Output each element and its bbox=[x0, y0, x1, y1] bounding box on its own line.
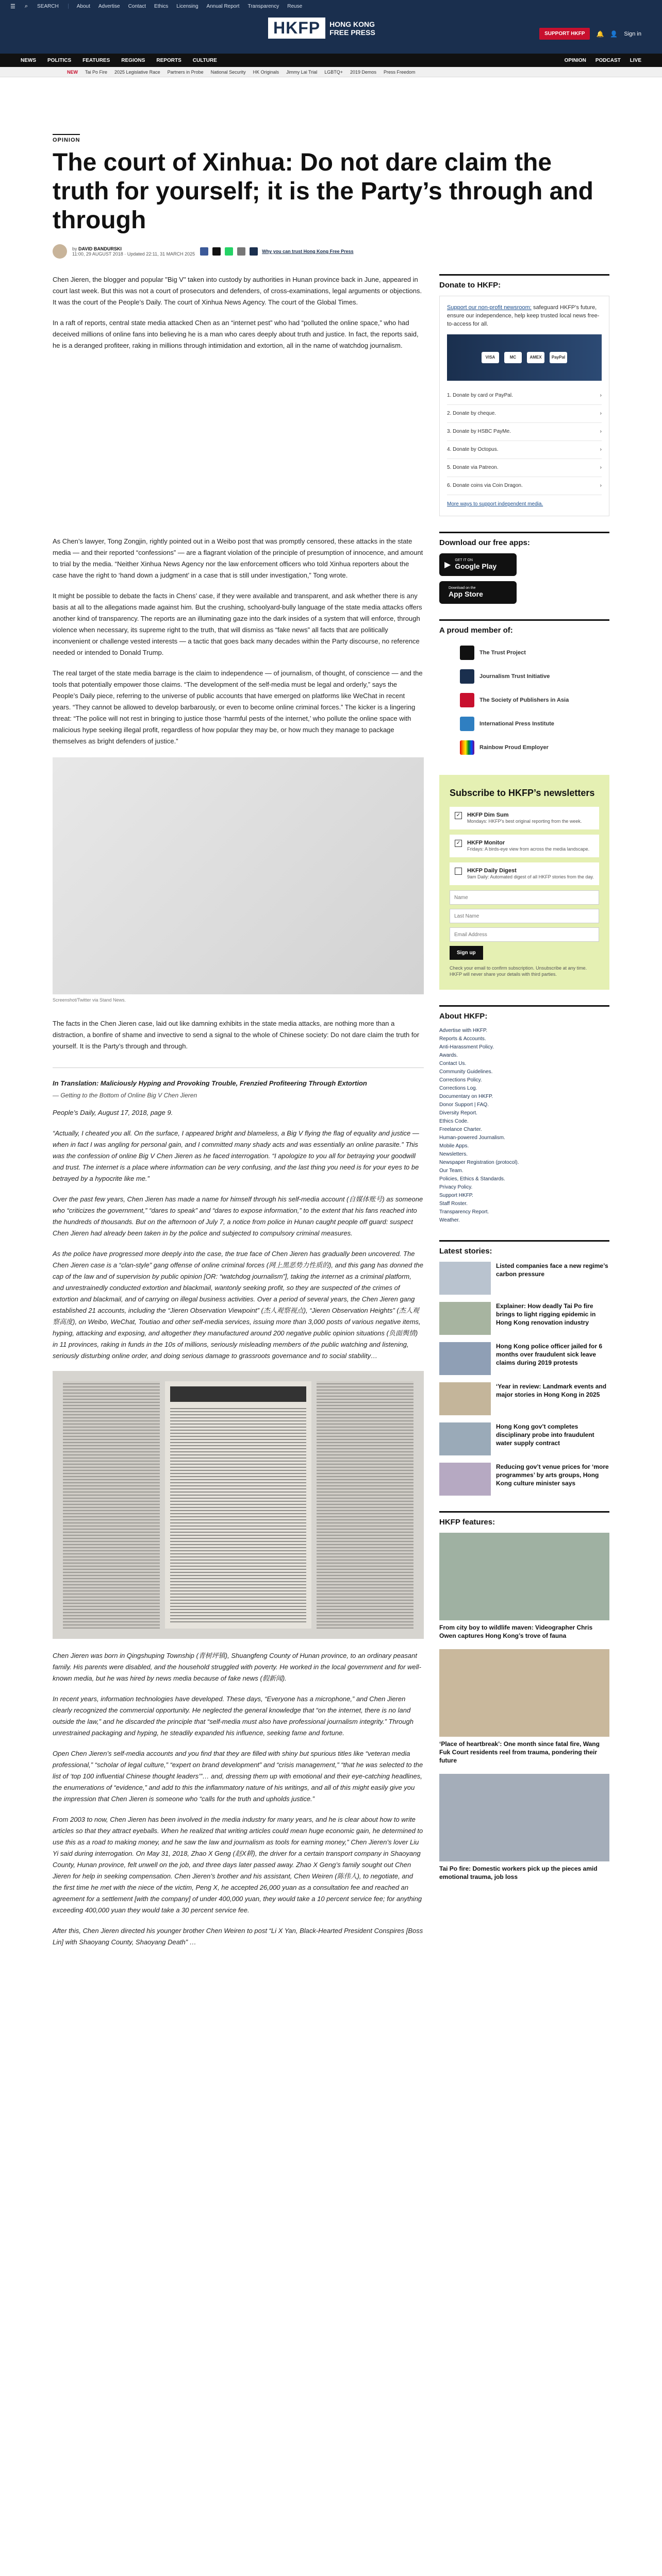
story-thumbnail[interactable] bbox=[439, 1463, 491, 1496]
about-link[interactable]: Support HKFP. bbox=[439, 1193, 473, 1198]
donate-option[interactable] bbox=[447, 405, 602, 423]
feature-title[interactable]: From city boy to wildlife maven: Videographer Chris Owen captures Hong Kong’s trove of fauna bbox=[439, 1624, 593, 1639]
translation-title: In Translation: Maliciously Hyping and Provoking Trouble, Frenzied Profiteering Through Extortion bbox=[53, 1079, 367, 1087]
feature-image[interactable] bbox=[439, 1649, 609, 1737]
checkbox-icon[interactable] bbox=[455, 868, 462, 875]
about-link[interactable]: Newspaper Registration (protocol). bbox=[439, 1160, 519, 1165]
member-name: Journalism Trust Initiative bbox=[479, 673, 550, 680]
newspaper-text-block bbox=[170, 1406, 306, 1622]
feature-item[interactable] bbox=[439, 1774, 609, 1881]
trending-link[interactable]: Partners in Probe bbox=[167, 69, 204, 75]
translation-paragraph: Over the past few years, Chen Jieren has made a name for himself through his self-media account (自媒体账号) as someone who “criticizes the government,” “dares to speak” and “dares to expose information,” to the extent that his fans reached into the hundreds of thousands. But on the afternoon of July 7, a notice from police in Hunan caught people off guard: suspect Chen Jieren had already been taken in by the police and subjected to compulsory criminal measures. bbox=[53, 1195, 423, 1237]
email-icon[interactable] bbox=[237, 247, 245, 256]
story-thumbnail[interactable] bbox=[439, 1342, 491, 1375]
donate-title: Donate to HKFP: bbox=[439, 281, 501, 290]
masthead bbox=[0, 12, 662, 54]
about-link[interactable]: Ethics Code. bbox=[439, 1118, 469, 1124]
trending-link[interactable]: National Security bbox=[210, 69, 246, 75]
about-links bbox=[439, 1027, 609, 1225]
mastercard-icon: MC bbox=[504, 352, 522, 363]
features-title: HKFP features: bbox=[439, 1518, 495, 1527]
photo-caption: Screenshot/Twitter via Stand News. bbox=[53, 997, 126, 1003]
donate-option[interactable] bbox=[447, 459, 602, 477]
nav-politics[interactable]: POLITICS bbox=[47, 57, 72, 63]
donate-option-label: 1. Donate by card or PayPal. bbox=[447, 393, 513, 398]
facebook-icon[interactable] bbox=[200, 247, 208, 256]
user-icon[interactable]: 👤 bbox=[610, 30, 618, 38]
article-paragraph: The facts in the Chen Jieren case, laid out like damning exhibits in the state media attacks, are nothing more than a distraction, a bonfire of shame and invective to send a signal to the whole of Chinese society: Do not dare claim the truth for yourself. It is the Party’s through and through. bbox=[53, 1020, 420, 1050]
article-paragraph: The real target of the state media barrage is the claim to independence — of journalism, of thought, of conscience — and the tools that potentially empower those claims. “The development of the self-media must be legal and orderly,” says the People’s Daily piece, referring to the universe of public accounts that have emerged on platforms like WeChat in recent years. “They cannot be allowed to develop barbarously, or even to become online criminal forces.” The kicker is a lingering threat: “The police will not rest in bringing to justice those ‘harmful pests of the internet,’ who pollute the online space with malicious hype seeking illegal profit, regardless of how popular they may be, or how much they manage to package themselves as bright defenders of justice.” bbox=[53, 669, 423, 745]
translation-paragraph: Chen Jieren was born in Qingshuping Township (青树坪镇), Shuangfeng County of Hunan province, to an ordinary peasant family. His parents were disabled, and the household struggled with poverty. He worked in the local government and for well-known media, but he was hired by news media because of fake news (假新闻). bbox=[53, 1652, 421, 1682]
feature-title[interactable]: Tai Po fire: Domestic workers pick up the pieces amid emotional trauma, job loss bbox=[439, 1865, 598, 1880]
about-link[interactable]: Corrections Log. bbox=[439, 1086, 477, 1091]
member-logo[interactable] bbox=[439, 641, 609, 665]
member-name: Rainbow Proud Employer bbox=[479, 744, 549, 751]
trending-link[interactable]: Tai Po Fire bbox=[85, 69, 108, 75]
util-link-ethics[interactable]: Ethics bbox=[154, 3, 169, 9]
donate-option[interactable] bbox=[447, 387, 602, 405]
section-divider bbox=[53, 1067, 424, 1068]
newsletter-option[interactable] bbox=[450, 807, 599, 829]
name-field[interactable] bbox=[450, 890, 599, 905]
publish-date: 11:00, 29 AUGUST 2018 bbox=[72, 251, 123, 257]
screenshot-image bbox=[53, 757, 424, 994]
search-link[interactable]: SEARCH bbox=[37, 3, 59, 9]
section-label[interactable]: OPINION bbox=[53, 134, 80, 143]
newsletter-option-text bbox=[467, 868, 594, 880]
newsletter-option[interactable] bbox=[450, 835, 599, 857]
about-section bbox=[439, 1005, 609, 1225]
whatsapp-icon[interactable] bbox=[225, 247, 233, 256]
member-logos bbox=[439, 641, 609, 759]
updated-date: Updated 22:11, 31 MARCH 2025 bbox=[127, 251, 195, 257]
util-link-reuse[interactable]: Reuse bbox=[287, 3, 303, 9]
about-link[interactable]: Human-powered Journalism. bbox=[439, 1135, 505, 1141]
jti-icon bbox=[460, 669, 474, 684]
chevron-right-icon: › bbox=[600, 447, 602, 452]
amex-icon: AMEX bbox=[527, 352, 544, 363]
latest-title: Latest stories: bbox=[439, 1247, 492, 1256]
app-store-small: Download on the bbox=[449, 586, 476, 590]
newsletter-signup bbox=[439, 775, 609, 990]
google-play-button[interactable] bbox=[439, 553, 517, 576]
donate-option[interactable] bbox=[447, 441, 602, 459]
checkbox-icon[interactable]: ✓ bbox=[455, 840, 462, 847]
story-title[interactable]: Hong Kong gov’t completes disciplinary probe into fraudulent water supply contract bbox=[496, 1423, 594, 1447]
latest-stories-section bbox=[439, 1240, 609, 1496]
members-section bbox=[439, 619, 609, 759]
story-title[interactable]: Explainer: How deadly Tai Po fire brings to light rigging epidemic in Hong Kong renovation industry bbox=[496, 1302, 596, 1326]
apps-title: Download our free apps: bbox=[439, 538, 530, 547]
email-field[interactable] bbox=[450, 927, 599, 942]
trending-link[interactable]: Press Freedom bbox=[384, 69, 416, 75]
feature-item[interactable] bbox=[439, 1649, 609, 1765]
newsletter-title: Subscribe to HKFP’s newsletters bbox=[450, 788, 595, 798]
paypal-icon: PayPal bbox=[550, 352, 567, 363]
newsletter-option[interactable] bbox=[450, 862, 599, 885]
about-link[interactable]: Community Guidelines. bbox=[439, 1069, 493, 1075]
member-logo[interactable] bbox=[439, 688, 609, 712]
about-link[interactable]: Advertise with HKFP. bbox=[439, 1028, 488, 1033]
member-logo[interactable] bbox=[439, 712, 609, 736]
logo-line-2: FREE PRESS bbox=[329, 28, 375, 37]
byline-prefix: by bbox=[72, 246, 77, 251]
notification-bell-icon[interactable]: 🔔 bbox=[596, 30, 604, 38]
trending-link[interactable]: HK Originals bbox=[253, 69, 279, 75]
features-section bbox=[439, 1511, 609, 1881]
google-play-icon: ▶ bbox=[444, 561, 451, 569]
byline-text: by DAVID BANDURSKI 11:00, 29 AUGUST 2018 · Updated 22:11, 31 MARCH 2025 bbox=[72, 246, 195, 257]
story-item[interactable] bbox=[439, 1382, 609, 1415]
utility-links bbox=[68, 4, 652, 9]
about-link[interactable]: Documentary on HKFP. bbox=[439, 1094, 493, 1099]
trending-link[interactable]: 2025 Legislative Race bbox=[114, 69, 160, 75]
about-link[interactable]: Freelance Charter. bbox=[439, 1127, 482, 1132]
trending-link[interactable]: Jimmy Lai Trial bbox=[286, 69, 318, 75]
author-name[interactable]: DAVID BANDURSKI bbox=[78, 246, 122, 251]
story-item[interactable] bbox=[439, 1262, 609, 1295]
util-link-advertise[interactable]: Advertise bbox=[98, 3, 120, 9]
translation-paragraph: “Actually, I cheated you all. On the surface, I appeared bright and blameless, a Big V flying the flag of equality and justice — when in fact I was angling for personal gain, and I committed many shady acts and was essentially an online parasite.” This was the confession of online Big V Chen Jieren as he faced interrogation. “I apologize to you all for betraying your goodwill and trust. The internet is a place where information can be very confusing, and the last thing you need is for your eyes to be betrayed by a hypocrite like me.” bbox=[53, 1129, 419, 1182]
util-link-annual-report[interactable]: Annual Report bbox=[206, 3, 240, 9]
nav-podcast[interactable]: PODCAST bbox=[595, 57, 621, 63]
about-link[interactable]: Diversity Report. bbox=[439, 1110, 477, 1116]
sopa-icon bbox=[460, 693, 474, 707]
newspaper-headline-block bbox=[170, 1386, 306, 1402]
chevron-right-icon: › bbox=[600, 429, 602, 434]
donate-option-label: 6. Donate coins via Coin Dragon. bbox=[447, 483, 523, 488]
feature-image[interactable] bbox=[439, 1533, 609, 1620]
newspaper-column-main bbox=[165, 1381, 311, 1629]
share-buttons bbox=[200, 247, 354, 256]
article-paragraph: In a raft of reports, central state media attacked Chen as an “internet pest” who had “polluted the online space,” who had deceived millions of online fans into believing he is a man who cares deeply about truth and justice. In fact, the reports said, he is a deranged profiteer, raking in millions through intimidation and extortion, all in the name of watchdog journalism. bbox=[53, 319, 419, 349]
search-icon[interactable]: ⌕ bbox=[24, 3, 28, 9]
member-name: The Trust Project bbox=[479, 650, 526, 656]
divider bbox=[68, 4, 69, 9]
masthead-actions bbox=[539, 28, 641, 40]
newsletter-desc: Fridays: A birds-eye view from across the media landscape. bbox=[467, 846, 590, 852]
donate-option[interactable] bbox=[447, 477, 602, 495]
rainbow-icon bbox=[460, 740, 474, 755]
util-link-contact[interactable]: Contact bbox=[128, 3, 146, 9]
article-paragraph: It might be possible to debate the facts in Chens’ case, if they were available and transparent, and ask whether there is any basis at all to the allegations made against him. But the crushing, schoolyard-bully language of the state media attacks offers another kind of transparency. The reports are an illuminating gaze into the dark insides of a system that will enforce, through violence when necessary, its supreme right to the truth, that will dismiss as “fake news” all facts that are politically inconvenient or challenge vested interests — a tactic that goes back many decades within the Party discourse, no reference needed or intended to Donald Trump. bbox=[53, 592, 422, 656]
util-link-about[interactable]: About bbox=[76, 3, 90, 9]
member-logo[interactable] bbox=[439, 736, 609, 759]
nav-features[interactable]: FEATURES bbox=[82, 57, 110, 63]
article-body bbox=[53, 274, 424, 1957]
member-name: The Society of Publishers in Asia bbox=[479, 697, 569, 703]
nav-regions[interactable]: REGIONS bbox=[121, 57, 145, 63]
translation-subtitle: — Getting to the Bottom of Online Big V Chen Jieren bbox=[53, 1092, 197, 1099]
article-paragraph: As Chen’s lawyer, Tong Zongjin, rightly pointed out in a Weibo post that was promptly censored, these attacks in the state media — and their reported “confessions” — are a flagrant violation of the principle of presumption of innocence, and amount to trial by the media. “Neither Xinhua News Agency nor the law enforcement officers who told Xinhua reporters about the case have the right to ‘hand down a judgment’ in a case that is still under investigation,” Tong wrote. bbox=[53, 537, 423, 579]
payment-methods-banner bbox=[447, 334, 602, 381]
main-nav bbox=[0, 54, 662, 67]
about-link[interactable]: Policies, Ethics & Standards. bbox=[439, 1176, 505, 1182]
app-store-button[interactable] bbox=[439, 581, 517, 604]
story-thumbnail[interactable] bbox=[439, 1382, 491, 1415]
about-title: About HKFP: bbox=[439, 1012, 488, 1021]
newspaper-column bbox=[317, 1381, 413, 1629]
newsletter-option-text bbox=[467, 812, 582, 824]
donate-intro-text: safeguard HKFP’s future, ensure our independence, help keep trusted local news free-to-access for all. bbox=[447, 304, 600, 327]
feature-title[interactable]: ‘Place of heartbreak’: One month since fatal fire, Wang Fuk Court residents reel from trauma, pondering their future bbox=[439, 1740, 600, 1764]
chevron-right-icon: › bbox=[600, 393, 602, 398]
about-link[interactable]: Our Team. bbox=[439, 1168, 464, 1174]
x-icon[interactable] bbox=[212, 247, 221, 256]
visa-icon: VISA bbox=[482, 352, 499, 363]
story-thumbnail[interactable] bbox=[439, 1302, 491, 1335]
donate-option-label: 5. Donate via Patreon. bbox=[447, 465, 499, 470]
article-headline: The court of Xinhua: Do not dare claim the truth for yourself; it is the Party’s through and through bbox=[53, 149, 593, 234]
latest-stories-list bbox=[439, 1262, 609, 1496]
newsletter-name: HKFP Monitor bbox=[467, 840, 505, 846]
trust-link[interactable]: Why you can trust Hong Kong Free Press bbox=[262, 249, 354, 254]
about-link[interactable]: Awards. bbox=[439, 1053, 458, 1058]
logo-wordmark bbox=[329, 20, 375, 37]
trust-icon bbox=[250, 247, 258, 256]
about-link[interactable]: Reports & Accounts. bbox=[439, 1036, 486, 1042]
about-link[interactable]: Mobile Apps. bbox=[439, 1143, 469, 1149]
nav-reports[interactable]: REPORTS bbox=[156, 57, 181, 63]
translation-paragraph: Open Chen Jieren’s self-media accounts and you find that they are filled with shiny but spurious titles like “veteran media professional,” “scholar of legal culture,” “expert on brand development” and “crisis management,” “that he was selected to the list of ‘top 100 influential Chinese thought leaders’”… and, dressing them up with emotional and their eye-catching headlines, the enumerations of “evidence,” and add to this the inflammatory nature of his writings, and all of this might easily give you the impression that Chen Jieren is someone who “calls for the truth and upholds justice.” bbox=[53, 1750, 423, 1803]
newsletter-note: Check your email to confirm subscription. Unsubscribe at any time. HKFP will never share your details with third parties. bbox=[450, 965, 587, 977]
support-hkfp-button[interactable]: SUPPORT HKFP bbox=[539, 28, 590, 40]
trending-link[interactable]: 2019 Demos bbox=[350, 69, 376, 75]
google-play-small: GET IT ON bbox=[455, 558, 473, 562]
author-avatar bbox=[53, 244, 67, 259]
donate-options bbox=[447, 387, 602, 495]
google-play-label: Google Play bbox=[455, 562, 497, 570]
story-title[interactable]: Listed companies face a new regime’s carbon pressure bbox=[496, 1262, 608, 1278]
story-title[interactable]: Reducing gov’t venue prices for ‘more programmes’ by arts groups, Hong Kong culture minister says bbox=[496, 1463, 609, 1487]
logo-line-1: HONG KONG bbox=[329, 20, 375, 28]
story-title[interactable]: ‘Year in review: Landmark events and major stories in Hong Kong in 2025 bbox=[496, 1383, 607, 1398]
donate-section bbox=[439, 274, 609, 516]
about-link[interactable]: Weather. bbox=[439, 1217, 460, 1223]
newsletter-name: HKFP Dim Sum bbox=[467, 812, 509, 818]
story-item[interactable] bbox=[439, 1463, 609, 1496]
feature-image[interactable] bbox=[439, 1774, 609, 1861]
sign-in-link[interactable]: Sign in bbox=[624, 30, 641, 37]
article-paragraph: Chen Jieren, the blogger and popular "Big V" taken into custody by authorities in Hunan province back in June, appeared in court last week. But this was not a court of prosecutors and defenders, of cross-examinations, legal arguments or objections. It was the court of the People’s Daily. The court of Xinhua News Agency. The court of the Global Times. bbox=[53, 276, 422, 306]
nav-culture[interactable]: CULTURE bbox=[192, 57, 217, 63]
about-link[interactable]: Newsletters. bbox=[439, 1151, 468, 1157]
nav-right bbox=[565, 58, 641, 63]
translation-paragraph: From 2003 to now, Chen Jieren has been involved in the media industry for many years, and he is clear about how to write articles so that they attract eyeballs. When he realized that writing articles could mean huge economic gain, he determined to use this as a road to making money, and he saw the law and journalism as tools for earning money,” Chen Jieren’s lover Liu Yi said during interrogation. On May 31, 2018, Zhao X Geng (赵X耕), the driver for a certain transport company in Shaoyang County, Hunan province, felt unwell on the job, and three days later passed away. Zhao X Geng’s family sought out Chen Jieren for help in seeking compensation. Chen Jieren’s brother and his assistant, Chen Weiren (陈伟人), to negotiate, and the first time he met with the niece of the victim, Peng X, he accepted 26,000 yuan as a consultation fee and reached an agreement for a settlement [with the company] of under 400,000 yuan, they would take a 10 percent service fee; for anything exceeding 400,000 yuan they would take a 30 percent service fee. bbox=[53, 1816, 423, 1914]
apps-section bbox=[439, 532, 609, 604]
trending-bar bbox=[0, 67, 662, 77]
nav-news[interactable]: NEWS bbox=[21, 57, 36, 63]
translation-paragraph: In recent years, information technologies have developed. These days, “Everyone has a microphone,” and Chen Jieren clearly recognized the commercial opportunity. He neglected the general knowledge that “on the internet, there is no land outside the law,” and he discarded the principle that “self-media must also have professional journalism integrity.” Through unrestrained packaging and hyping, he steadily expanded his influence, seeking fame and fortune. bbox=[53, 1695, 413, 1737]
story-title[interactable]: Hong Kong police officer jailed for 6 months over fraudulent sick leave claims during 2019 protests bbox=[496, 1343, 603, 1366]
trust-project-icon bbox=[460, 646, 474, 660]
chevron-right-icon: › bbox=[600, 465, 602, 470]
about-link[interactable]: Donor Support | FAQ. bbox=[439, 1102, 489, 1108]
logo-mark: HKFP bbox=[268, 18, 325, 39]
sidebar bbox=[439, 274, 609, 1957]
chevron-right-icon: › bbox=[600, 411, 602, 416]
app-store-text bbox=[449, 586, 483, 599]
site-logo[interactable] bbox=[268, 18, 375, 39]
story-thumbnail[interactable] bbox=[439, 1422, 491, 1455]
newspaper-column bbox=[63, 1381, 160, 1629]
about-link[interactable]: Anti-Harassment Policy. bbox=[439, 1044, 494, 1050]
donate-option-label: 4. Donate by Octopus. bbox=[447, 447, 499, 452]
byline bbox=[53, 244, 609, 259]
donate-option-label: 3. Donate by HSBC PayMe. bbox=[447, 429, 511, 434]
story-item[interactable] bbox=[439, 1342, 609, 1375]
donate-option[interactable] bbox=[447, 423, 602, 441]
story-item[interactable] bbox=[439, 1422, 609, 1455]
more-ways-link[interactable]: More ways to support independent media. bbox=[447, 501, 543, 507]
member-name: International Press Institute bbox=[479, 721, 554, 727]
inline-ad-space bbox=[53, 361, 424, 536]
donate-box bbox=[439, 296, 609, 516]
story-thumbnail[interactable] bbox=[439, 1262, 491, 1295]
donate-option-label: 2. Donate by cheque. bbox=[447, 411, 496, 416]
article-container bbox=[53, 134, 609, 1957]
leaderboard-ad-space bbox=[0, 77, 662, 134]
nav-opinion[interactable]: OPINION bbox=[564, 57, 586, 63]
app-store-label: App Store bbox=[449, 589, 483, 598]
about-link[interactable]: Corrections Policy. bbox=[439, 1077, 482, 1083]
newsletter-desc: Mondays: HKFP’s best original reporting from the week. bbox=[467, 819, 582, 824]
new-badge: NEW bbox=[67, 69, 78, 75]
members-title: A proud member of: bbox=[439, 626, 513, 635]
sign-up-button[interactable]: Sign up bbox=[450, 946, 483, 960]
about-link[interactable]: Transparency Report. bbox=[439, 1209, 489, 1215]
features-list bbox=[439, 1533, 609, 1881]
about-link[interactable]: Staff Roster. bbox=[439, 1201, 468, 1207]
last-name-field[interactable] bbox=[450, 909, 599, 923]
chevron-right-icon: › bbox=[600, 483, 602, 488]
ipi-icon bbox=[460, 717, 474, 731]
story-item[interactable] bbox=[439, 1302, 609, 1335]
util-link-transparency[interactable]: Transparency bbox=[247, 3, 279, 9]
translation-paragraph: As the police have progressed more deeply into the case, the true face of Chen Jieren has gradually been uncovered. The Chen Jieren case is a “clan-style” gang offense of online criminal forces (网上黑恶势力性质的), and this gang has donned the cap of the law and of supervision by public opinion [OR: “watchdog journalism”], taking the internet as a criminal platform, and unrestrainedly conducted extortion and blackmail, wantonly seeking profit, so they are suspected of the crimes of extortion and blackmail, and of carrying on illegal business activities. Over a period of several years, the Chen Jieren gang established 21 accounts, including the “Jieren Observation Viewpoint” (杰人观察视点), “Jieren Observation Heights” (杰人观察高度), on Weibo, WeChat, Toutiao and other self-media services, issuing more than 3,000 posts of various negative items, hyping, attacking and exposing, and altogether they manufactured around 200 negative public opinion situations (负面舆情) in 11 provinces, raking in funds in the 10s of millions, seriously misleading members of the public watching and listening, seriously disturbing online order, and doing serious damage to grassroots governance and to social stability… bbox=[53, 1250, 423, 1360]
translation-paragraph: After this, Chen Jieren directed his younger brother Chen Weiren to post “Li X Yan, Black-Hearted President Conspires [Boss Lin] with Shaoyang County, Shaoyang Death” … bbox=[53, 1927, 423, 1946]
donate-intro-link[interactable]: Support our non-profit newsroom: bbox=[447, 304, 532, 311]
newspaper-page-image bbox=[53, 1371, 424, 1639]
nav-live[interactable]: LIVE bbox=[630, 57, 641, 63]
newsletter-option-text bbox=[467, 840, 589, 852]
translation-source: People’s Daily, August 17, 2018, page 9. bbox=[53, 1109, 173, 1116]
newsletter-desc: 9am Daily: Automated digest of all HKFP stories from the day. bbox=[467, 874, 594, 879]
trending-link[interactable]: LGBTQ+ bbox=[324, 69, 343, 75]
newsletter-name: HKFP Daily Digest bbox=[467, 868, 517, 874]
hamburger-icon[interactable]: ☰ bbox=[10, 3, 15, 10]
donate-intro bbox=[447, 303, 602, 328]
feature-item[interactable] bbox=[439, 1533, 609, 1640]
member-logo[interactable] bbox=[439, 665, 609, 688]
content-columns bbox=[53, 274, 609, 1957]
google-play-text bbox=[455, 558, 496, 571]
about-link[interactable]: Contact Us. bbox=[439, 1061, 467, 1066]
about-link[interactable]: Privacy Policy. bbox=[439, 1184, 473, 1190]
util-link-licensing[interactable]: Licensing bbox=[176, 3, 198, 9]
top-utility-bar bbox=[0, 0, 662, 12]
checkbox-icon[interactable]: ✓ bbox=[455, 812, 462, 819]
